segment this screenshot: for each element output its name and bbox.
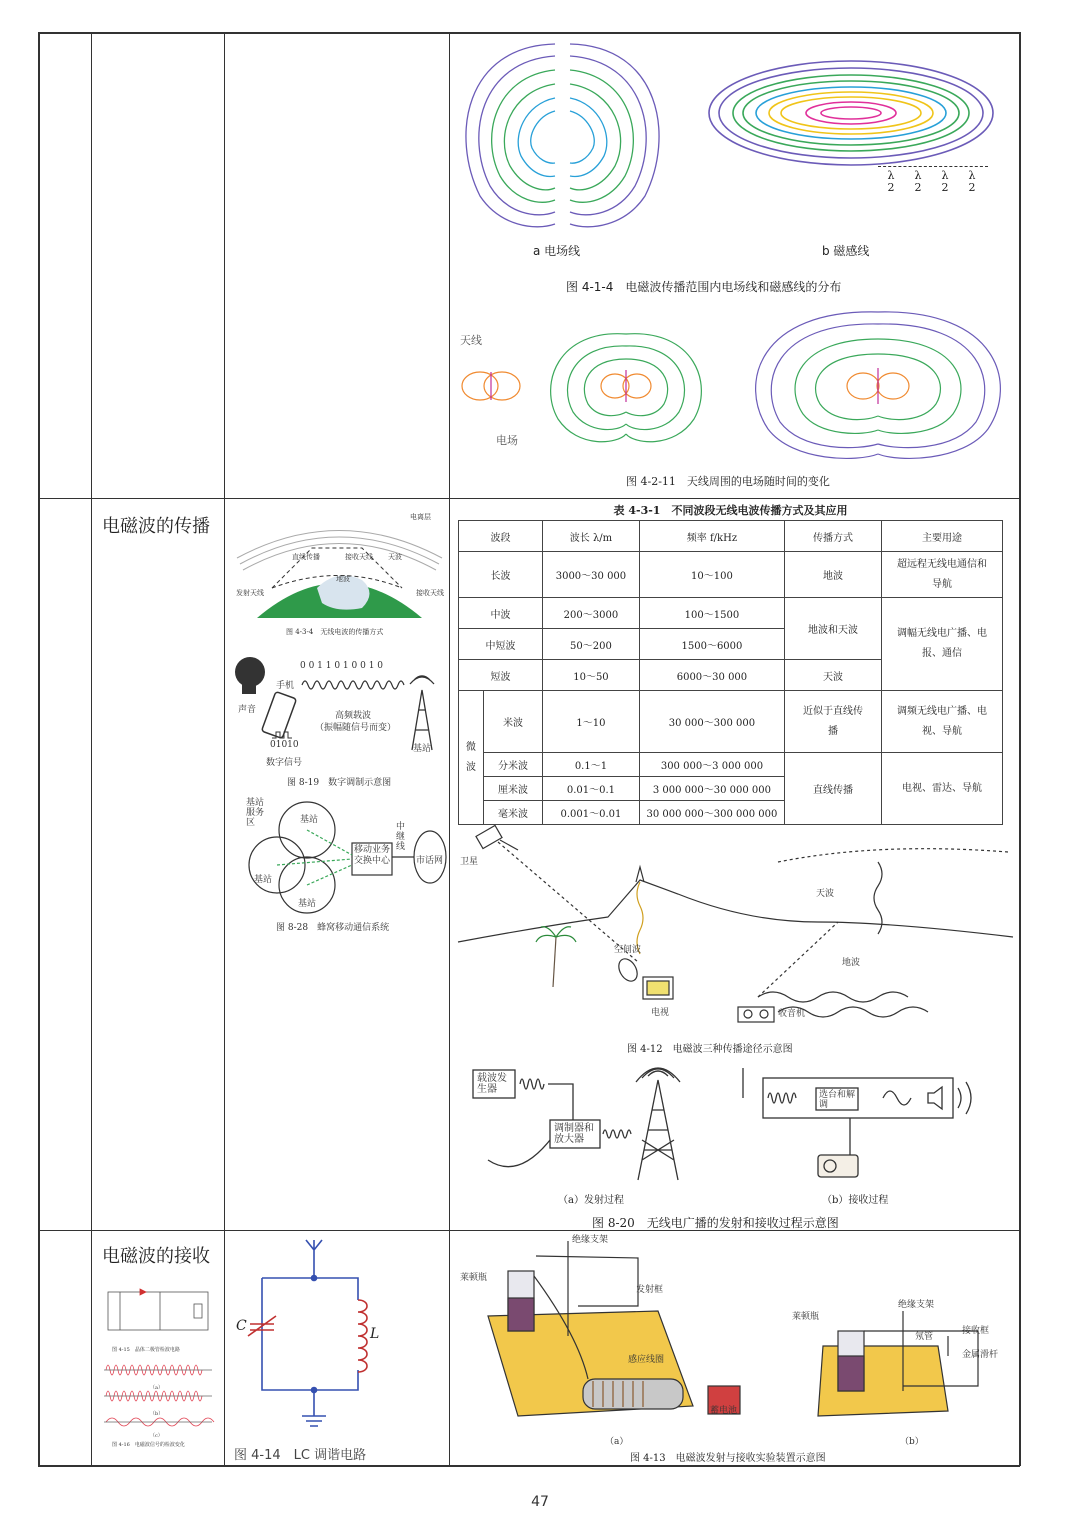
lc-loop xyxy=(262,1278,358,1390)
fig-820-caption: 图 8-20 无线电广播的发射和接收过程示意图 xyxy=(592,1216,839,1230)
page-number: 47 xyxy=(531,1494,549,1510)
carrier-label: 高频载波 xyxy=(335,711,372,721)
slider-label: 金属滑杆 xyxy=(962,1350,999,1360)
modulated-wave xyxy=(603,1130,631,1138)
ground-wave-label: 地波 xyxy=(842,958,861,968)
field-right-lobes xyxy=(570,44,659,227)
table-col-2 xyxy=(224,32,225,1466)
receiver-input-wave xyxy=(768,1093,796,1103)
table-row xyxy=(459,598,1003,629)
col-use: 主要用途 xyxy=(881,521,1002,552)
cell-station-label-1: 基站 xyxy=(300,815,319,825)
table-cell: 中波 xyxy=(459,598,543,629)
table-cell: 100～1500 xyxy=(639,598,784,629)
service-area-label: 基站服务区 xyxy=(246,798,265,828)
table-cell: 3000～30 000 xyxy=(542,552,639,598)
radio-label: 收音机 xyxy=(778,1009,806,1019)
propagation-line2: 接收天线 xyxy=(345,553,373,561)
table-cell: 微波 xyxy=(459,691,484,825)
phone-label: 手机 xyxy=(276,681,295,691)
digital-signal-label: 数字信号 xyxy=(266,758,303,768)
table-cell: 地波和天波 xyxy=(784,598,881,660)
table-border-left xyxy=(38,32,40,1466)
table-row-2 xyxy=(38,1230,1020,1231)
ground-symbol xyxy=(302,1390,326,1426)
antenna-label: 天线 xyxy=(460,334,482,347)
lambda-scale-line xyxy=(878,166,988,167)
detector-diode xyxy=(140,1289,146,1295)
battery-label: 蓄电池 xyxy=(710,1406,738,1416)
table-cell: 毫米波 xyxy=(484,801,543,825)
fig-412-caption: 图 4-12 电磁波三种传播途径示意图 xyxy=(627,1044,793,1055)
table-cell: 超远程无线电通信和导航 xyxy=(881,552,1002,598)
col-frequency: 频率 f/kHz xyxy=(639,521,784,552)
head-silhouette xyxy=(235,657,265,694)
field-left-lobes xyxy=(466,44,555,227)
carrier-wave xyxy=(520,1079,544,1089)
fig-414-label-a: a 电场线 xyxy=(533,244,581,258)
table-cell: 天波 xyxy=(784,660,881,691)
inductor-coil xyxy=(358,1300,367,1372)
lambda-scale xyxy=(878,166,988,202)
table-cell: 30 000 000～300 000 000 xyxy=(639,801,784,825)
electric-field-lines-figure xyxy=(455,36,670,236)
table-border-top xyxy=(38,32,1020,34)
modulated-carrier xyxy=(302,681,404,689)
fig-819-caption: 图 8-19 数字调制示意图 xyxy=(287,778,392,788)
table-cell: 0.001～0.01 xyxy=(542,801,639,825)
table-cell: 直线传播 xyxy=(784,753,881,825)
fig-4211-caption: 图 4-2-11 天线周围的电场随时间的变化 xyxy=(626,475,830,488)
table-cell: 10～50 xyxy=(542,660,639,691)
cell-station-label-2: 基站 xyxy=(254,875,273,885)
table-cell: 米波 xyxy=(484,691,543,753)
propagation-line4: 地波 xyxy=(336,575,350,583)
radio-set xyxy=(738,1007,774,1022)
three-propagation-paths-figure xyxy=(458,822,1013,1027)
table-cell: 地波 xyxy=(784,552,881,598)
junction-top xyxy=(312,1276,317,1281)
table-cell: 1～10 xyxy=(542,691,639,753)
fig-820-label-b: （b）接收过程 xyxy=(822,1195,889,1206)
antenna-field-stage-2 xyxy=(551,334,702,442)
leyden-b-label: 莱顿瓶 xyxy=(792,1312,820,1322)
phone-body xyxy=(261,692,296,739)
transmit-antenna-label: 发射天线 xyxy=(236,589,264,597)
bits-label: 0 0 1 1 0 1 0 0 1 0 xyxy=(300,661,384,671)
fig-414-caption: 图 4-1-4 电磁波传播范围内电场线和磁感线的分布 xyxy=(566,280,842,294)
radio-beam xyxy=(758,922,838,997)
thumb-sub-b: （b） xyxy=(150,1411,164,1417)
transmit-frame-shape xyxy=(536,1256,638,1306)
lc-antenna xyxy=(306,1240,322,1276)
table-header-row xyxy=(459,521,1003,552)
ionosphere-layers xyxy=(237,531,442,571)
antenna-field-figure xyxy=(458,304,1018,464)
sky-wave-label: 天波 xyxy=(816,889,835,899)
fig-434-caption: 图 4-3-4 无线电波的传播方式 xyxy=(286,628,384,636)
digital-bits-label: 01010 xyxy=(270,740,299,750)
table-cell: 300 000～3 000 000 xyxy=(639,753,784,777)
phone-net-label: 市话网 xyxy=(416,856,444,866)
ground-wave-line xyxy=(758,992,908,1002)
col-wavelength: 波长 λ/m xyxy=(542,521,639,552)
table-row xyxy=(459,753,1003,777)
lambda-mark-1: λ 2 xyxy=(887,169,895,194)
table-cell: 200～3000 xyxy=(542,598,639,629)
signal-detect-thumb xyxy=(100,1358,216,1436)
antenna-field-stage-3 xyxy=(756,312,1001,458)
row-label-propagation: 电磁波的传播 xyxy=(102,516,210,537)
leyden-a-label: 莱顿瓶 xyxy=(460,1273,488,1283)
fig-414-lc-caption: 图 4-14 LC 调谐电路 xyxy=(234,1448,367,1463)
table-cell: 调频无线电广播、电视、导航 xyxy=(881,691,1002,753)
ionosphere-label: 电离层 xyxy=(410,513,431,521)
tv-label: 电视 xyxy=(651,1008,670,1018)
sky-bounce xyxy=(874,862,882,934)
table-cell: 30 000～300 000 xyxy=(639,691,784,753)
tune-label: 选台和解调 xyxy=(819,1090,856,1110)
mic-cable xyxy=(488,1140,550,1167)
fig-828-caption: 图 8-28 蜂窝移动通信系统 xyxy=(276,923,390,933)
table-row-1 xyxy=(38,498,1020,499)
dish xyxy=(615,956,641,985)
cell-station-label-3: 基站 xyxy=(298,899,317,909)
table-col-3 xyxy=(449,32,450,1466)
table-cell: 10～100 xyxy=(639,552,784,598)
cloud-line xyxy=(778,849,1008,862)
table-cell: 中短波 xyxy=(459,629,543,660)
support-b-label: 绝缘支架 xyxy=(898,1300,935,1310)
carrier-gen-label: 载波发生器 xyxy=(477,1073,507,1095)
col-band: 波段 xyxy=(459,521,543,552)
table-cell: 电视、雷达、导航 xyxy=(881,753,1002,825)
table-cell: 调幅无线电广播、电报、通信 xyxy=(881,598,1002,691)
table-cell: 近似于直线传播 xyxy=(784,691,881,753)
tower xyxy=(638,1080,678,1180)
thumb-sub-c: （c） xyxy=(150,1433,163,1439)
table-cell: 1500～6000 xyxy=(639,629,784,660)
lambda-mark-3: λ 2 xyxy=(941,169,949,194)
table-cell: 50～200 xyxy=(542,629,639,660)
thumb-sub-a: （a） xyxy=(150,1385,163,1391)
relay-label: 中继线 xyxy=(396,822,406,852)
fig-414-label-b: b 磁感线 xyxy=(822,244,870,258)
detector-circuit-thumb xyxy=(100,1282,216,1342)
table-cell: 长波 xyxy=(459,552,543,598)
table-cell: 短波 xyxy=(459,660,543,691)
space-wave-label: 空间波 xyxy=(614,945,642,955)
table-cell: 3 000 000～30 000 000 xyxy=(639,777,784,801)
tube-label: 氖管 xyxy=(915,1332,934,1342)
thumb-caption-1: 图 4-15 晶体二极管检波电路 xyxy=(112,1347,180,1353)
table-cell: 分米波 xyxy=(484,753,543,777)
fig-820-label-a: （a）发射过程 xyxy=(558,1195,624,1206)
table-row xyxy=(459,691,1003,753)
receive-antenna-label: 接收天线 xyxy=(416,589,444,597)
wave-table-title: 表 4-3-1 不同波段无线电波传播方式及其应用 xyxy=(613,504,848,517)
fig-413-caption: 图 4-13 电磁波发射与接收实验装置示意图 xyxy=(630,1453,826,1464)
propagation-line1: 直线传播 xyxy=(292,553,320,561)
propagation-line3: 天波 xyxy=(388,553,402,561)
lc-circuit-figure xyxy=(236,1236,436,1436)
sub-a-label: （a） xyxy=(605,1437,629,1447)
table-row xyxy=(459,552,1003,598)
satellite-icon xyxy=(476,825,518,850)
table-cell: 厘米波 xyxy=(484,777,543,801)
radio-propagation-figure xyxy=(232,508,447,620)
lambda-mark-2: λ 2 xyxy=(914,169,922,194)
mountain xyxy=(458,880,1013,942)
antenna-field-stage-1 xyxy=(462,372,520,400)
broadcast-figure xyxy=(458,1060,1013,1185)
station-tower xyxy=(410,676,434,750)
c-label: C xyxy=(236,1318,247,1334)
table-cell: 6000～30 000 xyxy=(639,660,784,691)
table-col-1 xyxy=(91,32,92,1466)
thumb-caption-2: 图 4-16 电磁波信号的检波变化 xyxy=(112,1442,185,1448)
speaker xyxy=(928,1087,942,1109)
magnetic-ellipses xyxy=(709,61,993,165)
carrier-sub-label: （振幅随信号而变） xyxy=(315,723,397,733)
lambda-mark-4: λ 2 xyxy=(968,169,976,194)
modulator-label: 调制器和放大器 xyxy=(554,1123,594,1145)
palm-tree xyxy=(536,927,576,987)
row-label-reception: 电磁波的接收 xyxy=(102,1246,210,1267)
table-cell: 0.01～0.1 xyxy=(542,777,639,801)
voice-label: 声音 xyxy=(238,705,257,715)
switch-center-label: 移动业务交换中心 xyxy=(354,845,391,866)
station-label: 基站 xyxy=(413,744,432,754)
tv-set xyxy=(643,977,673,999)
leyden-jar-a-fill xyxy=(508,1298,534,1331)
speaker-waves xyxy=(958,1082,971,1114)
table-cell: 0.1～1 xyxy=(542,753,639,777)
l-label: L xyxy=(370,1326,380,1342)
support-a-label: 绝缘支架 xyxy=(572,1235,609,1245)
sub-b-label: （b） xyxy=(900,1437,924,1447)
wave-table xyxy=(458,520,1003,825)
field-label: 电场 xyxy=(496,434,518,447)
col-mode: 传播方式 xyxy=(784,521,881,552)
receive-frame-label: 接收框 xyxy=(962,1326,990,1336)
table-border-right xyxy=(1019,32,1021,1466)
leyden-jar-b-fill xyxy=(838,1356,864,1391)
coil-label: 感应线圈 xyxy=(628,1355,665,1365)
table-border-bottom xyxy=(38,1465,1020,1467)
satellite-label: 卫星 xyxy=(460,857,479,867)
audio-wave xyxy=(883,1091,911,1105)
transmit-frame-label: 发射框 xyxy=(636,1285,664,1295)
